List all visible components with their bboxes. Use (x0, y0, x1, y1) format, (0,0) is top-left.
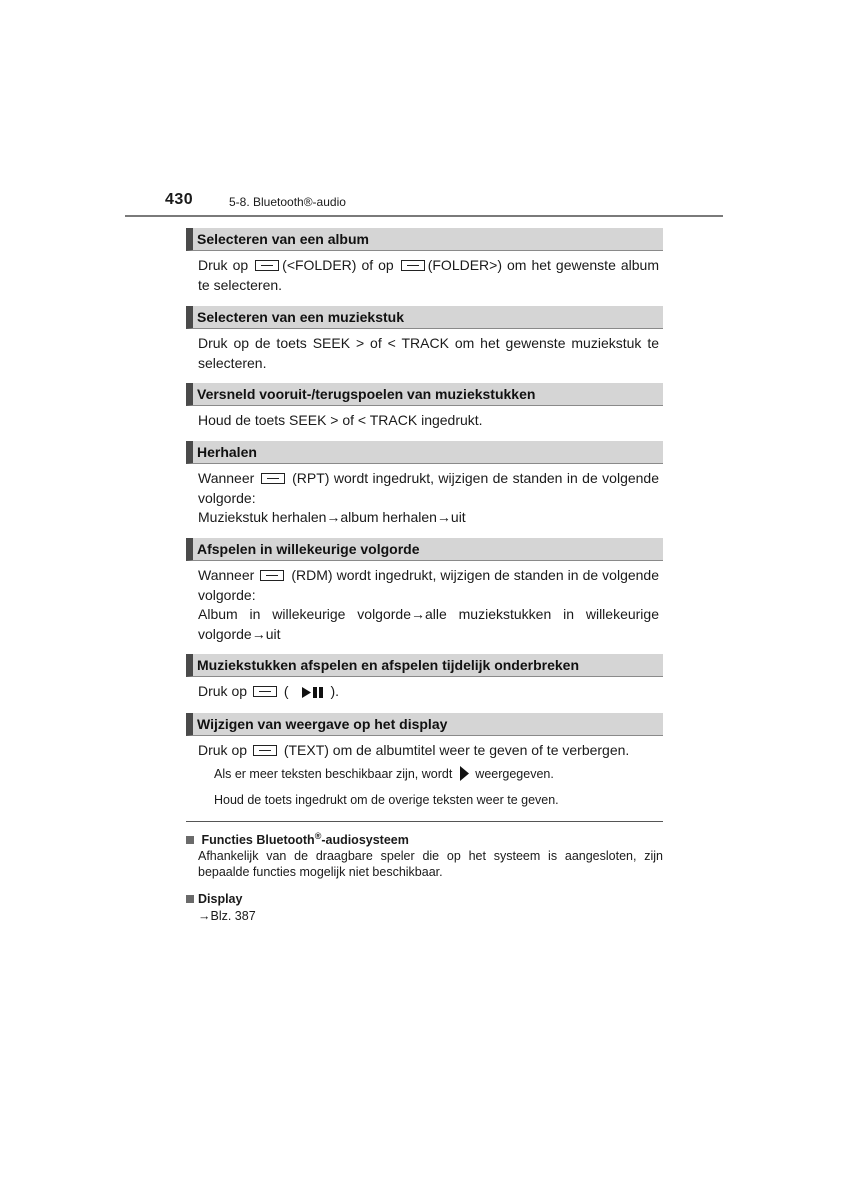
body-text: Houd de toets SEEK > of < TRACK ingedrukt. (198, 412, 483, 428)
body-text: Druk op (198, 683, 248, 699)
body-text: Muziekstuk herhalen→album herhalen→uit (198, 509, 466, 525)
section-heading: Muziekstukken afspelen en afspelen tijdelijk onderbreken (186, 654, 663, 677)
button-icon (260, 570, 284, 581)
square-bullet-icon (186, 836, 194, 844)
note-text: Houd de toets ingedrukt om de overige teksten weer te geven. (214, 792, 559, 807)
section-display-change (186, 713, 663, 813)
note-text: weergegeven. (475, 766, 554, 781)
section-select-album (186, 228, 663, 306)
section-repeat (186, 441, 663, 538)
body-text: Druk op de toets SEEK > of < TRACK om het gewenste muziekstuk te selecteren. (198, 335, 659, 371)
chapter-title: 5-8. Bluetooth®-audio (229, 195, 346, 209)
button-icon (253, 686, 277, 697)
section-play-pause (186, 654, 663, 713)
button-icon (253, 745, 277, 756)
info-heading-text: Display (198, 892, 243, 907)
body-text: (RDM) wordt ingedrukt, wijzigen de standen in de volgende volgorde: (198, 567, 660, 603)
section-body (186, 677, 663, 705)
info-heading-bluetooth-functions (186, 828, 663, 849)
page-reference: →Blz. 387 (198, 909, 256, 924)
info-box (186, 821, 663, 925)
header-rule (125, 215, 723, 217)
section-heading: Afspelen in willekeurige volgorde (186, 538, 663, 561)
section-heading: Selecteren van een album (186, 228, 663, 251)
section-body (186, 251, 663, 295)
page-header (0, 0, 848, 220)
body-text: (RPT) wordt ingedrukt, wijzigen de standen in de volgende volgorde: (198, 470, 659, 506)
button-icon (261, 473, 285, 484)
section-random-playback (186, 538, 663, 654)
section-body (186, 329, 663, 373)
section-heading: Herhalen (186, 441, 663, 464)
body-text: Druk op (198, 742, 248, 758)
square-bullet-icon (186, 895, 194, 903)
body-text: (<FOLDER) of op (282, 257, 394, 273)
body-text: Wanneer (198, 567, 255, 583)
section-fast-forward-rewind (186, 383, 663, 441)
note-text: Als er meer teksten beschikbaar zijn, wordt (214, 766, 453, 781)
more-text-arrow-icon (460, 766, 469, 789)
section-body (186, 561, 663, 644)
main-content (186, 228, 663, 813)
body-text: Wanneer (198, 470, 255, 486)
body-text: Album in willekeurige volgorde→alle muziekstukken in willekeurige volgorde→uit (198, 606, 659, 642)
button-icon (401, 260, 425, 271)
page-number: 430 (165, 191, 194, 208)
section-body (186, 406, 663, 431)
body-text: (TEXT) om de albumtitel weer te geven of te verbergen. (283, 742, 630, 758)
body-text: (FOLDER>) om het gewenste album te selecteren. (198, 257, 659, 293)
section-body (186, 464, 663, 528)
button-icon (255, 260, 279, 271)
info-rule (186, 821, 663, 822)
section-heading: Versneld vooruit-/terugspoelen van muziekstukken (186, 383, 663, 406)
info-heading-text: Functies Bluetooth (201, 833, 315, 848)
info-body: Afhankelijk van de draagbare speler die op het systeem is aangesloten, zijn bepaalde functies mogelijk niet beschikbaar. (198, 849, 663, 879)
notes (186, 763, 663, 812)
body-text: ). (330, 683, 340, 699)
play-pause-icon (302, 685, 324, 705)
registered-mark: ® (314, 831, 322, 841)
section-select-track (186, 306, 663, 383)
body-text: ( (283, 683, 289, 699)
section-body (186, 736, 663, 761)
section-heading: Wijzigen van weergave op het display (186, 713, 663, 736)
info-heading-text: -audiosysteem (321, 833, 409, 848)
body-text: Druk op (198, 257, 249, 273)
section-heading: Selecteren van een muziekstuk (186, 306, 663, 329)
info-heading-display (186, 891, 663, 908)
